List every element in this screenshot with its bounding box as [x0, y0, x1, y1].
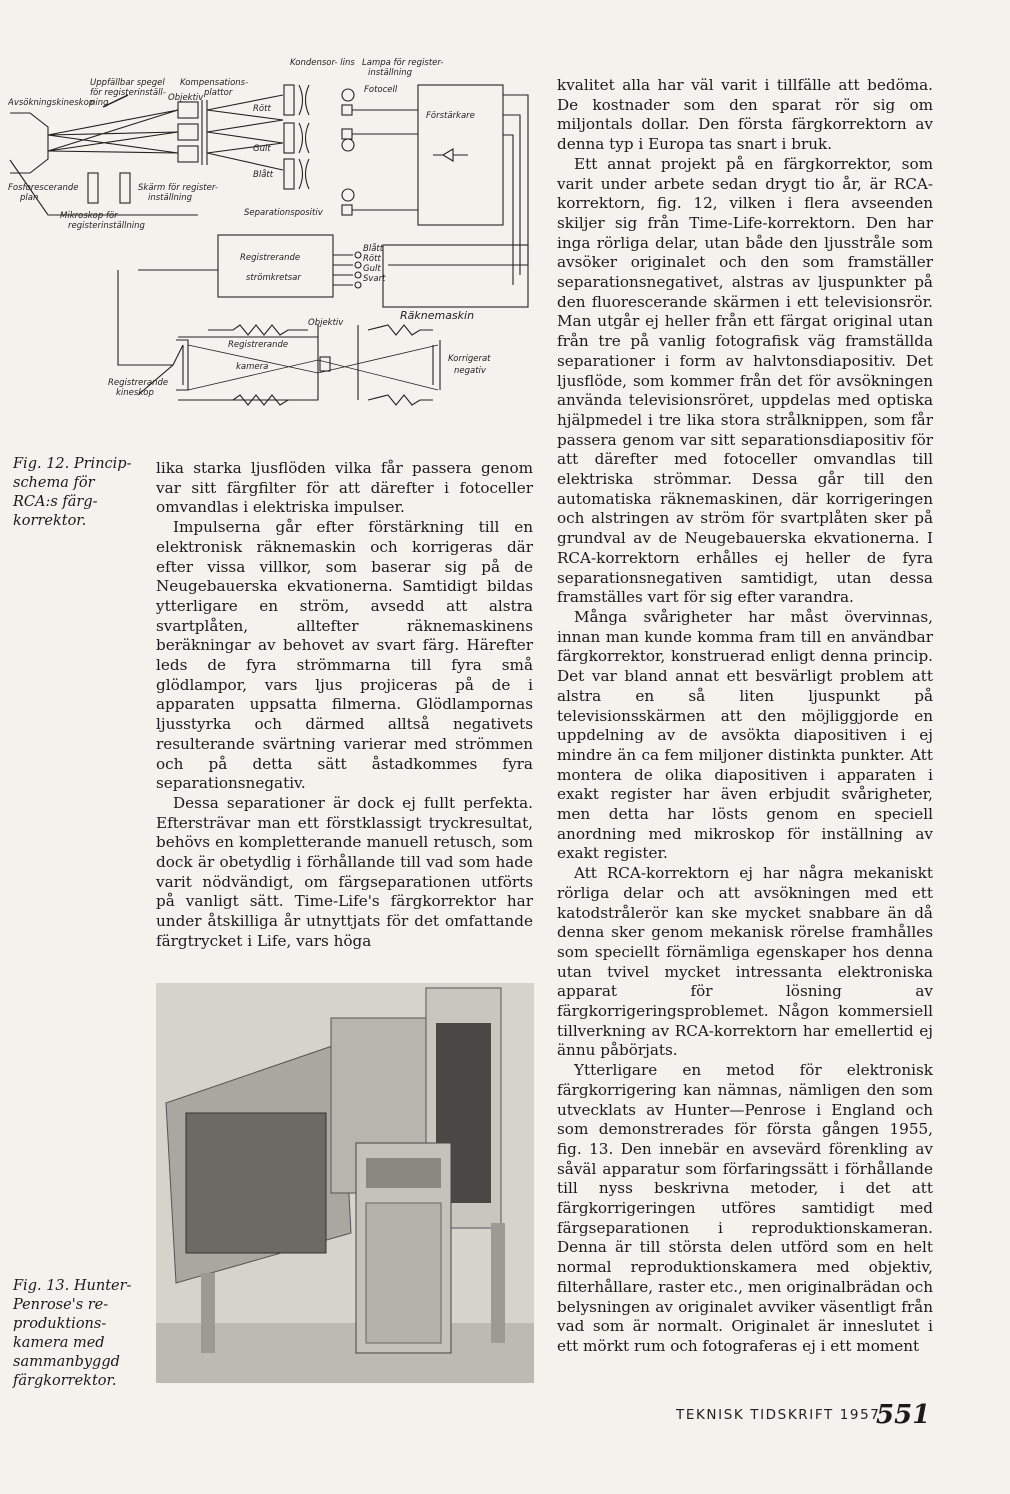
label-lamp-rott: Rött: [363, 254, 381, 264]
label-kondensorlins: Kondensor- lins: [290, 58, 355, 68]
label-uppfallbar: Uppfällbar spegel: [90, 78, 165, 88]
paragraph: kvalitet alla har väl varit i tillfälle att bedöma. De kostnader som den sparat rör sig om miljontals dollar. Den första färgkorrektorn av denna typ i Europa tas snart i bruk.: [557, 76, 933, 154]
label-stromkretsar: strömkretsar: [246, 273, 301, 283]
label-negativ: negativ: [454, 366, 486, 376]
label-registrerande-kamera: Registrerande: [228, 340, 289, 350]
paragraph: Impulserna går efter förstärkning till en elektronisk räknemaskin och korrigeras där efter vissa villkor, som baserar sig på de Neugebauerska ekvationerna. Samtidigt bildas ytterligare en ström, avsedd att alstra svartplåten, alltefter räknemaskinens beräkningar av behovet av svart färg. Härefter leds de fyra strömmarna till fyra små glödlampor, vars ljus projiceras på de i apparaten uppsatta filmerna. Glödlampornas ljusstyrka och därmed alltså negativets resulterande svärtning varierar med strömmen och på detta sätt åstadkommes fyra separationsnegativ.: [156, 518, 533, 793]
paragraph: Ett annat projekt på en färgkorrektor, som varit under arbete sedan drygt tio år, är RCA-korrektorn, fig. 12, vilken i flera avseenden skiljer sig från Time-Life-korrektorn. Den har inga rörliga delar, utan både den ljusstråle som avsöker originalet och den som framställer separationsnegativet, alstras av ljuspunkter på den fluorescerande skärmen i ett televisionsrör. Man utgår ej heller från ett färgat original utan från tre på vanlig fotografisk väg framställda separationer i form av halvtonsdiapositiv. Det ljusflöde, som kommer från det för avsökningen använda televisionsröret, uppdelas med optiska hjälpmedel i tre lika stora strålknippen, som får passera genom var sitt separationsdiapositiv för att därefter med fotoceller omvandlas till elektriska strömmar. Dessa går till den automatiska räknemaskinen, där korrigeringen och alstringen av ström för svartplåten sker på grundval av de Neugebauerska ekvationerna. I RCA-korrektorn erhålles ej heller de fyra separationsnegativen samtidigt, utan dessa framställes vart för sig efter varandra.: [557, 154, 933, 607]
paragraph: lika starka ljusflöden vilka får passera genom var sitt färgfilter för att därefter i fotoceller omvandlas i elektriska impulser.: [156, 459, 533, 517]
label-kompensationsplattor: Kompensations-: [180, 78, 249, 88]
label-registrerande-kamera-2: kamera: [236, 362, 269, 372]
body-column-right: [557, 76, 933, 1357]
label-raknemaskin: Räknemaskin: [400, 309, 475, 322]
label-lamp-blatt: Blått: [363, 244, 384, 254]
label-skarm: Skärm för register-: [138, 183, 218, 193]
label-korrigerat: Korrigerat: [448, 354, 491, 364]
label-rott: Rött: [253, 104, 271, 114]
hunter-penrose-camera-photo: [156, 983, 534, 1383]
label-forstarkare: Förstärkare: [426, 111, 475, 121]
page-number: 551: [876, 1400, 931, 1430]
label-objektiv: Objektiv: [168, 93, 204, 103]
label-gult: Gult: [253, 144, 271, 154]
body-column-middle: [156, 459, 533, 952]
label-lamp-gult: Gult: [363, 264, 381, 274]
label-fosforescerande: Fosforescerande: [8, 183, 79, 193]
label-objektiv-2: Objektiv: [308, 318, 344, 328]
label-uppfallbar-2: för registerinställ-: [90, 88, 166, 98]
label-avsokningskineskop: Avsökningskineskop: [8, 98, 95, 108]
figure-12-caption: Fig. 12. Princip-schema för RCA:s färg-korrektor.: [13, 456, 132, 529]
paragraph: Dessa separationer är dock ej fullt perfekta. Eftersträvar man ett förstklassigt tryckresultat, behövs en kompletterande manuell retusch, som dock är obetydlig i förhållande till vad som hade varit nödvändigt, om färgseparationen utförts på vanligt sätt. Time-Life's färgkorrektor har under åtskilliga år utnyttjats för det omfattande färgtrycket i Life, vars höga: [156, 793, 533, 950]
label-lampa-2: inställning: [368, 68, 412, 78]
label-lamp-svart: Svart: [363, 274, 386, 284]
label-uppfallbar-3: ning: [90, 98, 109, 108]
label-separationspositiv: Separationspositiv: [244, 208, 323, 218]
paragraph: Att RCA-korrektorn ej har några mekaniskt rörliga delar och att avsökningen med ett katodstrålerör kan ske mycket snabbare än då denna sker genom mekanisk rörelse framhålles som speciellt förnämliga egenskaper hos denna utan tvivel mycket intressanta elektroniska apparat för lösning av färgkorrigeringsproblemet. Någon kommersiell tillverkning av RCA-korrektorn har emellertid ej ännu påbörjats.: [557, 864, 933, 1060]
label-blatt: Blått: [253, 170, 274, 180]
paragraph: Ytterligare en metod för elektronisk färgkorrigering kan nämnas, nämligen den som utvecklats av Hunter—Penrose i England och som demonstrerades för första gången 1955, fig. 13. Den innebär en avsevärd förenkling av såväl apparatur som förfaringssätt i förhållande till nyss beskrivna metoder, i det att färgkorrigeringen utföres samtidigt med färgseparationen i reproduktionskameran. Denna är till största delen utförd som en helt normal reproduktionskamera med objektiv, filterhållare, raster etc., men originalbrädan och belysningen av originalet avviker väsentligt från vad som är normalt. Originalet är inneslutet i ett mörkt rum och fotograferas ej i ett moment: [557, 1061, 933, 1355]
label-lampa: Lampa för register-: [362, 58, 444, 68]
label-kompensationsplattor-2: plattor: [204, 88, 233, 98]
label-fotocell: Fotocell: [364, 85, 398, 95]
label-registrerande-kineskop: Registrerande: [108, 378, 169, 388]
label-mikroskop-2: registerinställning: [68, 221, 145, 231]
label-mikroskop: Mikroskop för: [60, 211, 118, 221]
label-plan: plan: [20, 193, 39, 203]
rca-color-corrector-diagram: [8, 55, 538, 415]
label-skarm-2: inställning: [148, 193, 192, 203]
paragraph: Många svårigheter har måst övervinnas, innan man kunde komma fram till en användbar färgkorrektor, konstruerad enligt denna princip. Det var bland annat ett besvärligt problem att alstra en så liten ljuspunkt på televisionsskärmen att den möjliggjorde en uppdelning av de avsökta diapositiven i ej mindre än ca fem miljoner distinkta punkter. Att montera de olika diapositiven i apparaten i exakt register har även erbjudit svårigheter, men detta har lösts genom en speciell anordning med mikroskop för inställning av exakt register.: [557, 607, 933, 863]
label-registrerande-kineskop-2: kineskop: [116, 388, 154, 398]
scanning-kinescope-shape: [10, 113, 48, 173]
journal-footer: TEKNISK TIDSKRIFT 1957: [676, 1407, 881, 1423]
label-registrerande: Registrerande: [240, 253, 301, 263]
figure-13-caption: Fig. 13. Hunter-Penrose's re-produktions-kamera med sammanbyggd färgkorrektor.: [13, 1278, 132, 1389]
